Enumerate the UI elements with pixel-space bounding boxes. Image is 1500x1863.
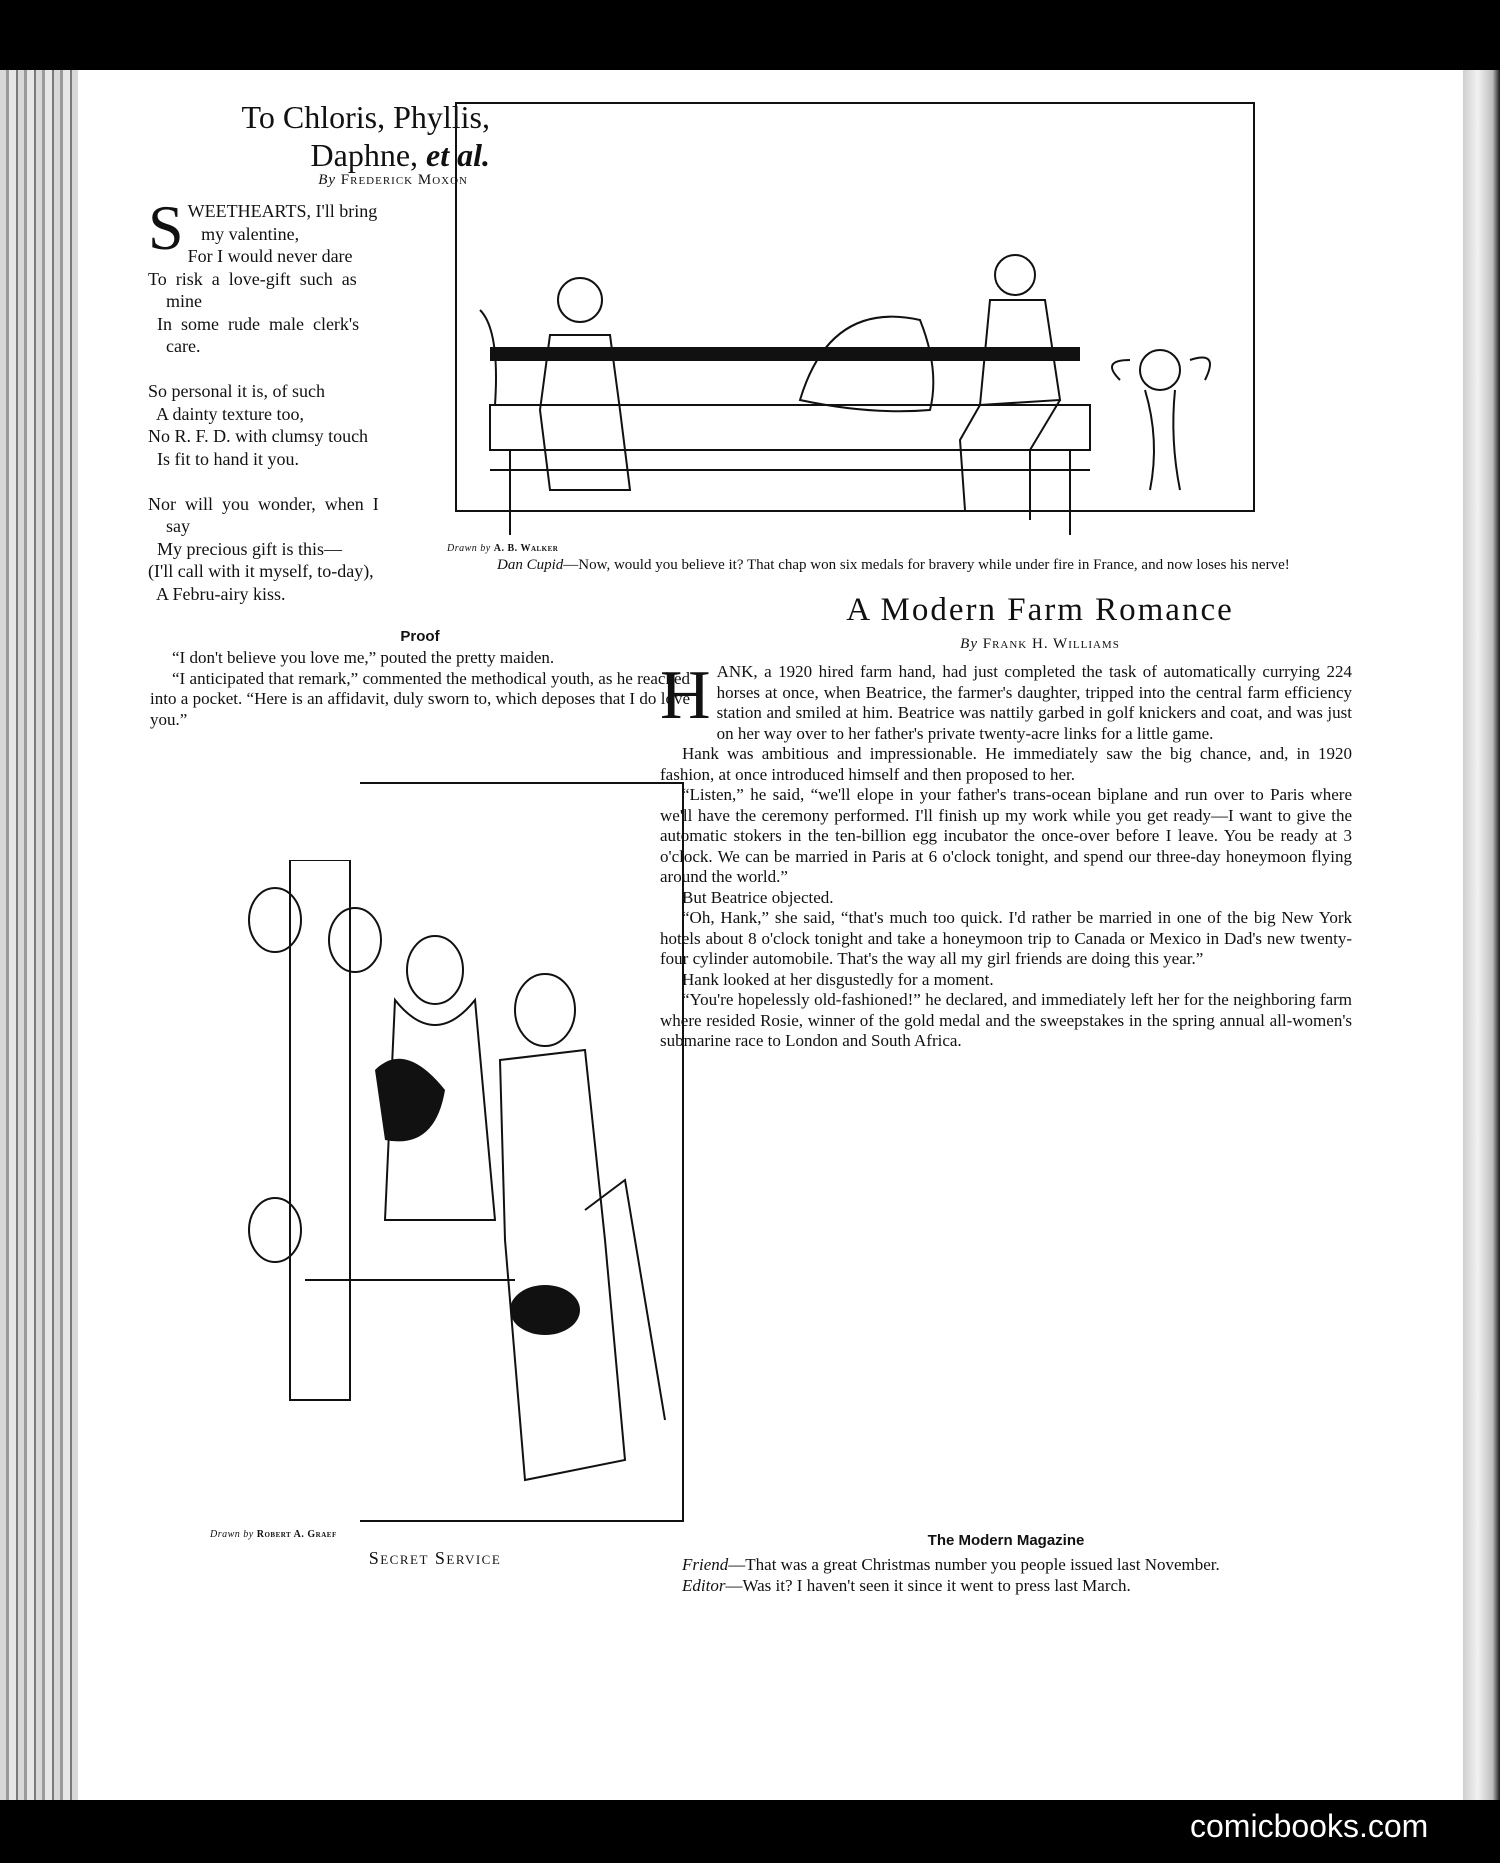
- proof-body: [150, 648, 690, 730]
- cupid-caption: Dan Cupid—Now, would you believe it? That chap won six medals for bravery while under fire in France, and now loses his nerve!: [497, 557, 1290, 573]
- farm-dropcap: H: [660, 657, 711, 734]
- farm-paragraph: HANK, a 1920 hired farm hand, had just completed the task of automatically currying 224 horses at once, when Beatrice, the farmer's daughter, tripped into the central farm efficiency station and smiled at him. Beatrice was nattily garbed in golf knickers and coat, and was just on her way over to her father's private twenty-acre links for a little game.: [660, 657, 1352, 743]
- farm-paragraph: “Oh, Hank,” she said, “that's much too quick. I'd rather be married in one of the big New York hotels about 8 o'clock tonight and take a honeymoon trip to Canada or Mexico in Dad's new twenty-four cylinder automobile. That's the way all my girl friends are doing this year.”: [660, 908, 1352, 968]
- pillow: [800, 317, 933, 412]
- farm-paragraph: “You're hopelessly old-fashioned!” he declared, and immediately left her for the neighboring farm where resided Rosie, winner of the gold medal and the sweepstakes in the spring annual all-women's submarine race to London and South Africa.: [660, 990, 1352, 1050]
- farm-romance-byline: By Frank H. Williams: [960, 636, 1120, 652]
- modern-magazine-heading: The Modern Magazine: [927, 1532, 1085, 1549]
- poem-line: A Febru-airy kiss.: [148, 583, 286, 604]
- magazine-dialogue-line: Editor—Was it? I haven't seen it since it went to press last March.: [682, 1575, 1131, 1595]
- poem-line: For I would never dare: [187, 246, 353, 266]
- poem-line: Is fit to hand it you.: [148, 448, 299, 469]
- shopgirl-head: [407, 936, 463, 1004]
- woman-head: [558, 278, 602, 322]
- magazine-dialogue-line: Friend—That was a great Christmas number you people issued last November.: [682, 1555, 1220, 1574]
- poem-line: WEETHEARTS, I'll bring: [187, 201, 378, 221]
- sofa-backrest: [490, 347, 1080, 361]
- proof-paragraph: “I don't believe you love me,” pouted the pretty maiden.: [172, 648, 555, 667]
- poem-title: To Chloris, Phyllis, Daphne, et al.: [241, 99, 490, 173]
- proof-heading: Proof: [400, 628, 440, 645]
- farm-paragraph: Hank was ambitious and impressionable. He immediately saw the big chance, and, in 1920 fashion, at once introduced himself and then proposed to her.: [660, 744, 1352, 784]
- cupid-head: [1140, 350, 1180, 390]
- site-watermark: comicbooks.com: [1190, 1808, 1429, 1844]
- soldier-head: [995, 255, 1035, 295]
- poem-line: No R. F. D. with clumsy touch: [148, 426, 369, 446]
- mannequin-head: [329, 908, 381, 972]
- farm-paragraph: But Beatrice objected.: [682, 887, 834, 907]
- mannequin-head: [249, 1198, 301, 1262]
- customer-head: [515, 974, 575, 1046]
- modern-magazine-body: [660, 1555, 1352, 1596]
- poem-line: A dainty texture too,: [148, 403, 304, 424]
- poem-line: say: [148, 516, 190, 536]
- mannequin-head: [249, 888, 301, 952]
- poem-line: mine: [148, 291, 202, 311]
- farm-paragraph: Hank looked at her disgustedly for a moment.: [682, 969, 994, 989]
- hat: [510, 1285, 580, 1335]
- poem-line: In some rude male clerk's: [148, 313, 360, 334]
- secret-service-credit: Drawn by Robert A. Graef: [210, 1529, 337, 1540]
- poem-line: My precious gift is this—: [148, 538, 342, 559]
- book-gutter-right: [1463, 70, 1500, 1800]
- sofa-seat: [490, 405, 1090, 450]
- display-shelf: [290, 860, 350, 1400]
- proof-paragraph: “I anticipated that remark,” commented the methodical youth, as he reached into a pocket. “Here is an affidavit, duly sworn to, which deposes that I do love you.”: [150, 668, 690, 729]
- book-spine-left: [0, 70, 78, 1800]
- cupid-cartoon-illustration: [470, 240, 1320, 540]
- poem-body: [148, 192, 493, 605]
- chair: [585, 1180, 665, 1420]
- secret-service-illustration: [245, 860, 715, 1500]
- poem-line: To risk a love-gift such as: [148, 268, 357, 289]
- poem-line: [148, 470, 493, 493]
- cupid-body: [1145, 390, 1180, 490]
- farm-romance-body: [660, 657, 1352, 1052]
- poem-line: Nor will you wonder, when I: [148, 493, 379, 514]
- poem-dropcap: S: [148, 192, 184, 263]
- cupid-credit: Drawn by A. B. Walker: [447, 543, 559, 554]
- customer-dress: [500, 1050, 625, 1480]
- poem-byline: By Frederick Moxon: [318, 172, 468, 188]
- farm-romance-title: A Modern Farm Romance: [846, 592, 1234, 628]
- farm-paragraph: “Listen,” he said, “we'll elope in your father's trans-ocean biplane and run over to Paris where we'll have the ceremony performed. I'll finish up my work while you get ready—I want to give the automatic stokers in the ten-billion egg incubator the once-over before I leave. You be ready at 3 o'clock. We can be married in Paris at 6 o'clock tonight, and spend our three-day honeymoon flying around the world.”: [660, 785, 1352, 886]
- poem-line: care.: [148, 336, 201, 356]
- poem-line: (I'll call with it myself, to-day),: [148, 561, 374, 581]
- cupid-wings: [1112, 358, 1210, 381]
- poem-line: [148, 358, 493, 381]
- poem-line: So personal it is, of such: [148, 381, 325, 401]
- poem-line: my valentine,: [187, 223, 300, 244]
- hairpiece: [375, 1059, 445, 1142]
- secret-service-caption: Secret Service: [368, 1548, 502, 1568]
